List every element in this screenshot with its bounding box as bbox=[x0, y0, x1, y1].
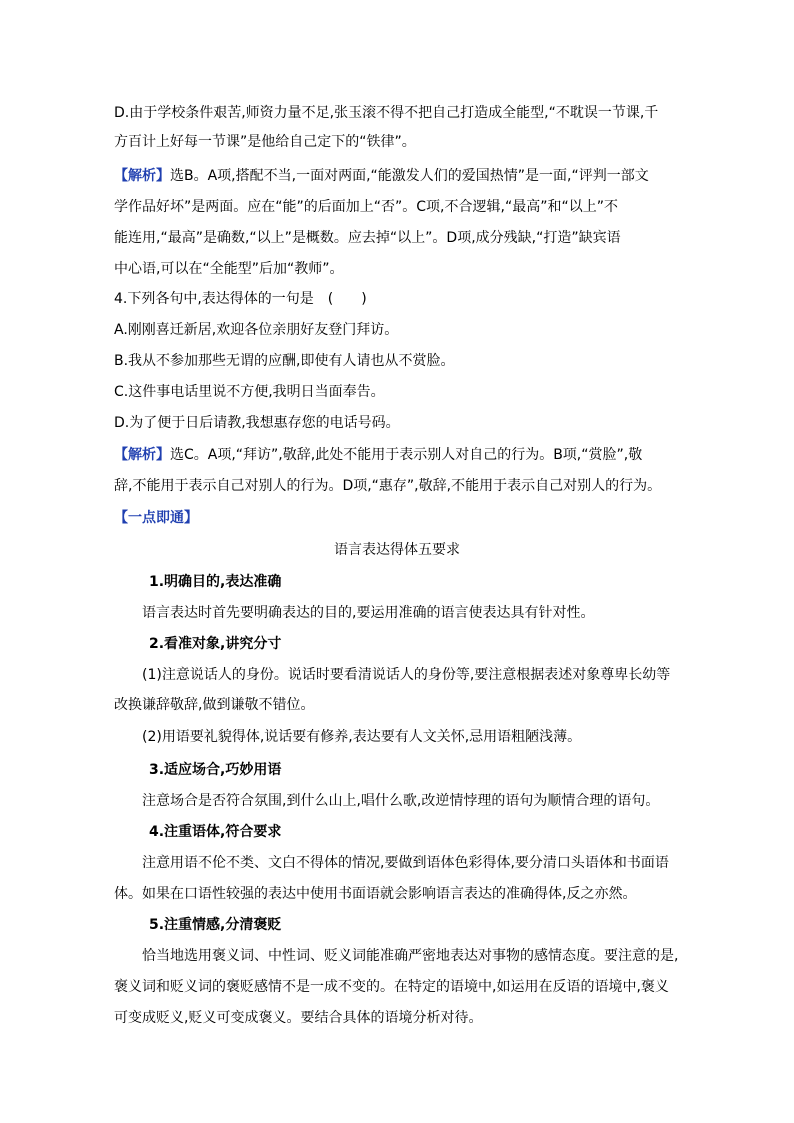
analysis-text: 选C。A项,“拜访”,敬辞,此处不能用于表示别人对自己的行为。B项,“赏脸”,敬 bbox=[170, 447, 643, 463]
q3-analysis-line4: 中心语,可以在“全能型”后加“教师”。 bbox=[114, 261, 344, 277]
q3-option-d-line1: D.由于学校条件艰苦,师资力量不足,张玉滚不得不把自己打造成全能型,“不耽误一节课,千 bbox=[114, 105, 659, 121]
section5-body-line3: 可变成贬义,贬义可变成褒义。要结合具体的语境分析对待。 bbox=[114, 1010, 483, 1026]
q4-option-d: D.为了便于日后请教,我想惠存您的电话号码。 bbox=[114, 415, 400, 431]
q3-option-d-line2: 方百计上好每一节课”是他给自己定下的“铁律”。 bbox=[114, 134, 416, 150]
section3-heading: 3.适应场合,巧妙用语 bbox=[149, 762, 282, 778]
section1-body: 语言表达时首先要明确表达的目的,要运用准确的语言使表达具有针对性。 bbox=[142, 605, 595, 621]
section2-para1-line2: 改换谦辞敬辞,做到谦敬不错位。 bbox=[114, 697, 315, 713]
section1-heading: 1.明确目的,表达准确 bbox=[149, 574, 282, 590]
analysis-tag: 【解析】 bbox=[114, 447, 170, 463]
section4-heading: 4.注重语体,符合要求 bbox=[149, 824, 282, 840]
analysis-tag: 【解析】 bbox=[114, 168, 170, 184]
q4-question: 4.下列各句中,表达得体的一句是 ( ) bbox=[114, 291, 367, 307]
q3-analysis-line3: 能连用,“最高”是确数,“以上”是概数。应去掉“以上”。D项,成分残缺,“打造”缺宾语 bbox=[114, 230, 621, 246]
section2-para1-line1: (1)注意说话人的身份。说话时要看清说话人的身份等,要注意根据表述对象尊卑长幼等 bbox=[142, 667, 671, 683]
q4-option-a: A.刚刚喜迁新居,欢迎各位亲朋好友登门拜访。 bbox=[114, 322, 399, 338]
q4-option-b: B.我从不参加那些无谓的应酬,即使有人请也从不赏脸。 bbox=[114, 353, 455, 369]
analysis-text: 选B。A项,搭配不当,一面对两面,“能激发人们的爱国热情”是一面,“评判一部文 bbox=[170, 168, 649, 184]
section2-heading: 2.看准对象,讲究分寸 bbox=[149, 636, 282, 652]
q4-option-c: C.这件事电话里说不方便,我明日当面奉告。 bbox=[114, 384, 385, 400]
tip-tag: 【一点即通】 bbox=[114, 510, 198, 526]
section4-body-line2: 体。如果在口语性较强的表达中使用书面语就会影响语言表达的准确得体,反之亦然。 bbox=[114, 886, 637, 902]
q4-analysis-line2: 辞,不能用于表示自己对别人的行为。D项,“惠存”,敬辞,不能用于表示自己对别人的行为。 bbox=[114, 478, 662, 494]
section5-heading: 5.注重情感,分清褒贬 bbox=[149, 917, 282, 933]
section3-body: 注意场合是否符合氛围,到什么山上,唱什么歌,改逆情悖理的语句为顺情合理的语句。 bbox=[142, 793, 660, 809]
q4-analysis-line1 bbox=[114, 445, 642, 465]
section5-body-line1: 恰当地选用褒义词、中性词、贬义词能准确严密地表达对事物的感情态度。要注意的是, bbox=[142, 948, 679, 964]
section5-body-line2: 褒义词和贬义词的褒贬感情不是一成不变的。在特定的语境中,如运用在反语的语境中,褒义 bbox=[114, 979, 669, 995]
q3-analysis-line2: 学作品好坏”是两面。应在“能”的后面加上“否”。C项,不合逻辑,“最高”和“以上”不 bbox=[114, 199, 618, 215]
tip-title: 语言表达得体五要求 bbox=[334, 542, 460, 558]
q3-analysis-line1 bbox=[114, 166, 649, 186]
section2-para2: (2)用语要礼貌得体,说话要有修养,表达要有人文关怀,忌用语粗陋浅薄。 bbox=[142, 729, 582, 745]
section4-body-line1: 注意用语不伦不类、文白不得体的情况,要做到语体色彩得体,要分清口头语体和书面语 bbox=[142, 855, 669, 871]
